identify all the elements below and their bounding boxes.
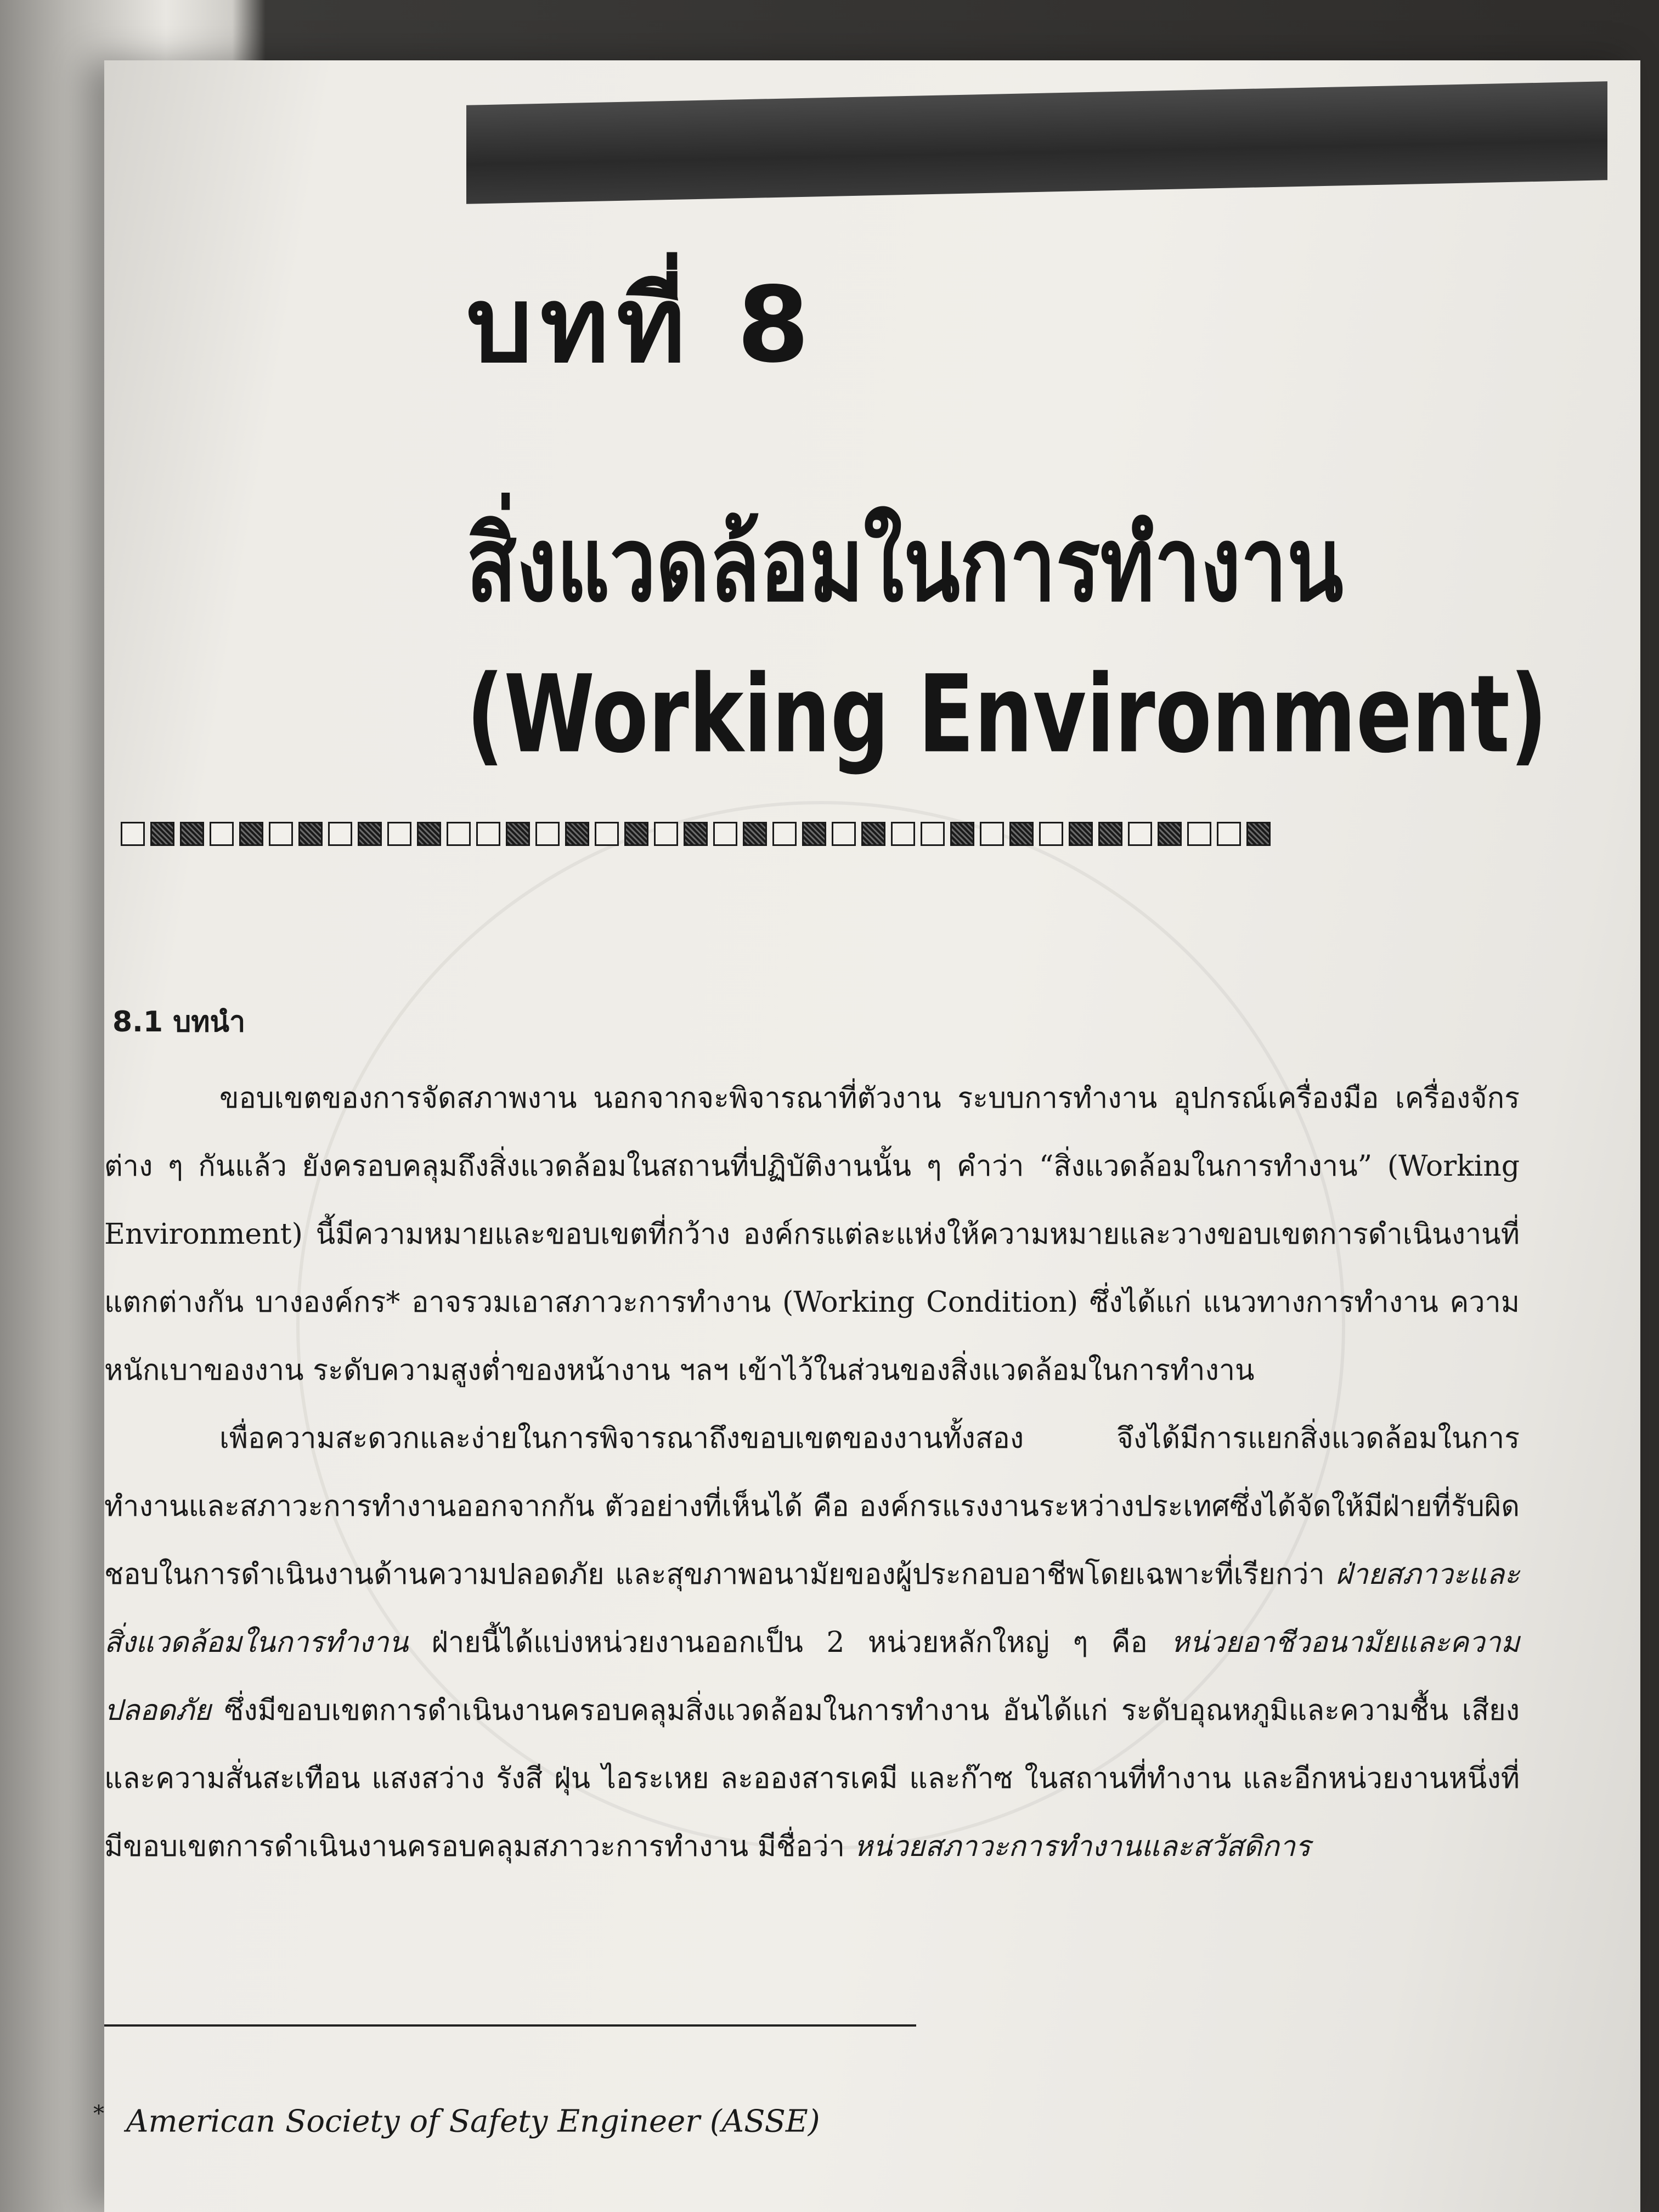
- paragraph-2-text-c: ซึ่งมีขอบเขตการดำเนินงานครอบคลุมสิ่งแวดล้อมในการทำงาน อันได้แก่ ระดับอุณหภูมิและความชื้น เสียงและความสั่นสะเทือน แสงสว่าง รังสี ฝุ่น ไอระเหย ละอองสารเคมี และก๊าซ ในสถานที่ทำงาน และอีกหน่วยงานหนึ่งที่มีขอบเขตการดำเนินงานครอบคลุมสภาวะการทำงาน มีชื่อว่า: [104, 1694, 1520, 1863]
- divider-square: [624, 822, 648, 846]
- divider-square: [506, 822, 530, 846]
- divider-square: [713, 822, 737, 846]
- footnote-mark: *: [93, 2101, 104, 2126]
- book-page: [93, 60, 1640, 2212]
- divider-square: [298, 822, 323, 846]
- footnote: [93, 2101, 820, 2140]
- divider-square: [447, 822, 471, 846]
- section-heading: 8.1 บทนำ: [112, 1006, 246, 1039]
- divider-square: [1128, 822, 1152, 846]
- divider-square: [387, 822, 411, 846]
- divider-square: [1158, 822, 1182, 846]
- divider-square: [950, 822, 974, 846]
- paragraph-2-text-b: ฝ่ายนี้ได้แบ่งหน่วยงานออกเป็น 2 หน่วยหลักใหญ่ ๆ คือ: [408, 1626, 1171, 1659]
- paragraph-2: [104, 1404, 1520, 1881]
- divider-square: [476, 822, 500, 846]
- paragraph-2-emphasis-2: หน่วยอาชีวอนามัยและความปลอดภัย: [104, 1626, 1520, 1727]
- chapter-title-english: (Working Environment): [466, 653, 1548, 777]
- divider-square: [772, 822, 797, 846]
- divider-square: [861, 822, 885, 846]
- divider-square: [239, 822, 263, 846]
- divider-square: [743, 822, 767, 846]
- divider-square: [417, 822, 441, 846]
- footnote-rule: [104, 2024, 916, 2027]
- decorative-squares-divider: [121, 817, 1454, 850]
- divider-square: [980, 822, 1004, 846]
- divider-square: [121, 822, 145, 846]
- divider-square: [802, 822, 826, 846]
- divider-square: [1098, 822, 1122, 846]
- divider-square: [832, 822, 856, 846]
- divider-square: [180, 822, 204, 846]
- divider-square: [328, 822, 352, 846]
- divider-square: [595, 822, 619, 846]
- divider-square: [1187, 822, 1211, 846]
- divider-square: [654, 822, 678, 846]
- paragraph-2-text-a: เพื่อความสะดวกและง่ายในการพิจารณาถึงขอบเขตของงานทั้งสอง จึงได้มีการแยกสิ่งแวดล้อมในการทำงานและสภาวะการทำงานออกจากกัน ตัวอย่างที่เห็นได้ คือ องค์กรแรงงานระหว่างประเทศซึ่งได้จัดให้มีฝ่ายที่รับผิดชอบในการดำเนินงานด้านความปลอดภัย และสุขภาพอนามัยของผู้ประกอบอาชีพโดยเฉพาะที่เรียกว่า: [104, 1422, 1520, 1591]
- divider-square: [1069, 822, 1093, 846]
- divider-square: [1246, 822, 1271, 846]
- divider-square: [921, 822, 945, 846]
- divider-square: [1217, 822, 1241, 846]
- paragraph-1: ขอบเขตของการจัดสภาพงาน นอกจากจะพิจารณาที่ตัวงาน ระบบการทำงาน อุปกรณ์เครื่องมือ เครื่องจักรต่าง ๆ กันแล้ว ยังครอบคลุมถึงสิ่งแวดล้อมในสถานที่ปฏิบัติงานนั้น ๆ คำว่า “สิ่งแวดล้อมในการทำงาน” (Working Environment) นี้มีความหมายและขอบเขตที่กว้าง องค์กรแต่ละแห่งให้ความหมายและวางขอบเขตการดำเนินงานที่แตกต่างกัน บางองค์กร* อาจรวมเอาสภาวะการทำงาน (Working Condition) ซึ่งได้แก่ แนวทางการทำงาน ความหนักเบาของงาน ระดับความสูงต่ำของหน้างาน ฯลฯ เข้าไว้ในส่วนของสิ่งแวดล้อมในการทำงาน: [104, 1082, 1520, 1387]
- paragraph-2-emphasis-1: ฝ่ายสภาวะและสิ่งแวดล้อมในการทำงาน: [104, 1558, 1520, 1659]
- divider-square: [565, 822, 589, 846]
- divider-square: [535, 822, 560, 846]
- paragraph-2-emphasis-3: หน่วยสภาวะการทำงานและสวัสดิการ: [854, 1830, 1311, 1863]
- divider-square: [1039, 822, 1063, 846]
- divider-square: [269, 822, 293, 846]
- divider-square: [891, 822, 915, 846]
- divider-square: [358, 822, 382, 846]
- chapter-header-bar: [466, 81, 1607, 204]
- divider-square: [150, 822, 174, 846]
- divider-square: [684, 822, 708, 846]
- body-text: [104, 1064, 1520, 1881]
- divider-square: [1009, 822, 1034, 846]
- footnote-text: American Society of Safety Engineer (ASSE): [126, 2103, 820, 2140]
- chapter-number: บทที่ 8: [466, 264, 817, 386]
- chapter-title-thai: สิ่งแวดล้อมในการทำงาน: [466, 505, 1344, 625]
- divider-square: [210, 822, 234, 846]
